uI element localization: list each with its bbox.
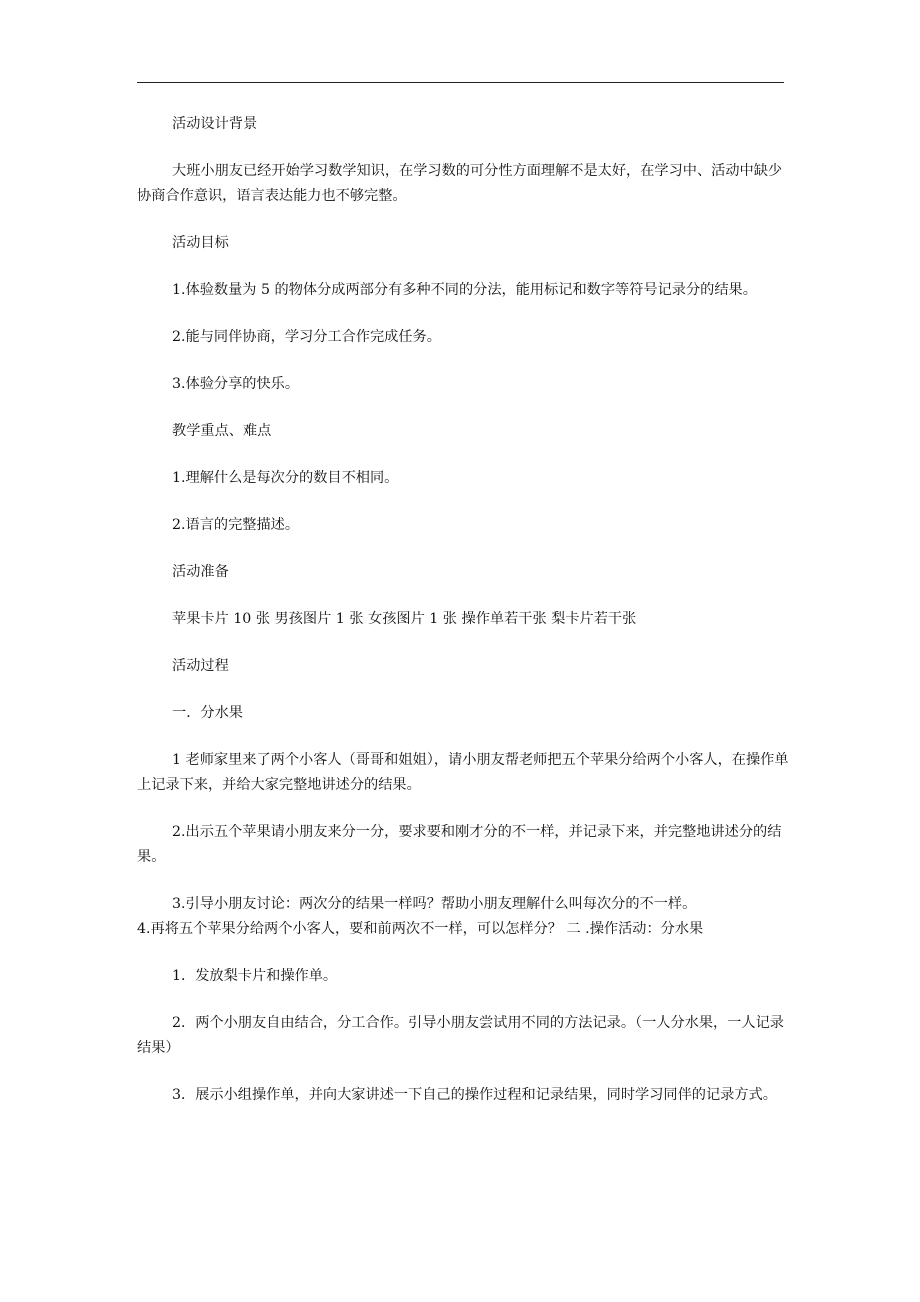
section-heading-key-points: 教学重点、难点	[172, 423, 272, 439]
paragraph-background: 大班小朋友已经开始学习数学知识，在学习数的可分性方面理解不是太好，在学习中、活动中缺少协商合作意识，语言表达能力也不够完整。	[137, 163, 783, 204]
section-heading-preparation: 活动准备	[172, 564, 229, 580]
process-step-1: 1 老师家里来了两个小客人（哥哥和姐姐），请小朋友帮老师把五个苹果分给两个小客人，在操作单上记录下来，并给大家完整地讲述分的结果。	[137, 752, 789, 793]
activity-step-1: 1．发放梨卡片和操作单。	[172, 968, 338, 984]
section-heading-background: 活动设计背景	[172, 116, 258, 132]
section-heading-process: 活动过程	[172, 658, 229, 674]
document-body	[137, 112, 792, 1108]
process-step-3: 3.引导小朋友讨论：两次分的结果一样吗？帮助小朋友理解什么叫每次分的不一样。	[172, 896, 697, 912]
goal-item-1: 1.体验数量为 5 的物体分成两部分有多种不同的分法，能用标记和数字等符号记录分的结果。	[172, 282, 757, 298]
activity-step-2: 2．两个小朋友自由结合，分工合作。引导小朋友尝试用不同的方法记录。（一人分水果，一人记录结果）	[137, 1015, 784, 1056]
process-step-2: 2.出示五个苹果请小朋友来分一分，要求要和刚才分的不一样，并记录下来，并完整地讲述分的结果。	[137, 824, 782, 865]
header-rule	[137, 82, 784, 83]
preparation-list: 苹果卡片 10 张 男孩图片 1 张 女孩图片 1 张 操作单若干张 梨卡片若干张	[172, 611, 637, 627]
key-point-2: 2.语言的完整描述。	[172, 517, 300, 533]
goal-item-2: 2.能与同伴协商，学习分工合作完成任务。	[172, 329, 441, 345]
key-point-1: 1.理解什么是每次分的数目不相同。	[172, 470, 399, 486]
activity-step-3: 3．展示小组操作单，并向大家讲述一下自己的操作过程和记录结果，同时学习同伴的记录方式。	[172, 1087, 777, 1103]
goal-item-3: 3.体验分享的快乐。	[172, 376, 300, 392]
process-step-4: 4.再将五个苹果分给两个小客人，要和前两次不一样，可以怎样分？ 二 .操作活动：分水果	[137, 921, 704, 937]
process-subheading-1: 一．分水果	[172, 705, 243, 721]
section-heading-goals: 活动目标	[172, 235, 229, 251]
